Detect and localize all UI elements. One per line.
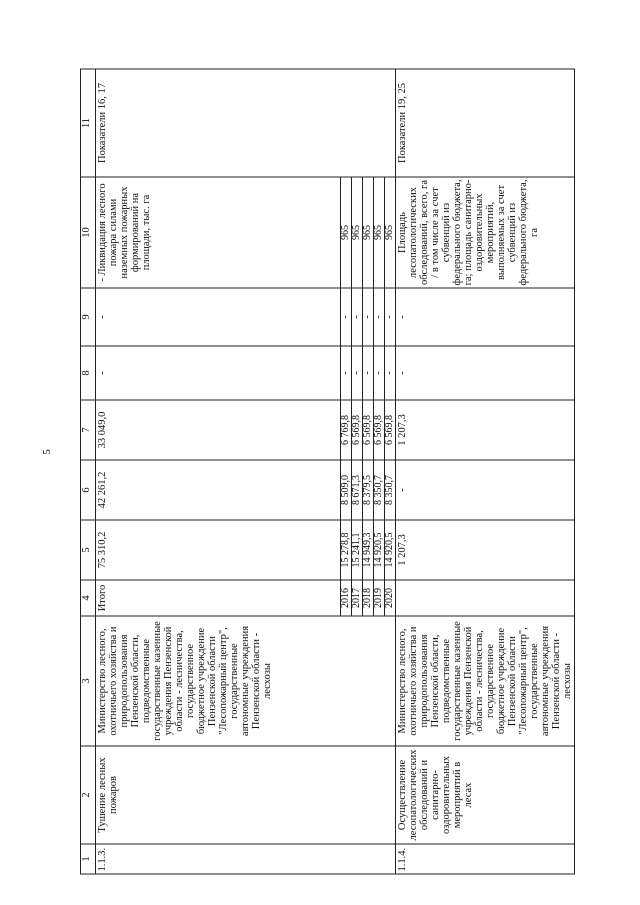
row2-c5: 1 207,3 <box>396 520 575 580</box>
year-c7: 6 569,8 <box>352 400 363 460</box>
total-c7: 33 049,0 <box>96 400 341 460</box>
indicator-ref: Показатели 19, 25 <box>396 69 575 177</box>
year: 2020 <box>385 580 396 616</box>
total-c9: - <box>96 288 341 346</box>
year-c6: 8 509,0 <box>341 460 352 520</box>
year-c5: 15 278,8 <box>341 520 352 580</box>
header-cell: 4 <box>81 580 96 616</box>
year-c6: 8 350,7 <box>374 460 385 520</box>
year-c10: 965 <box>363 177 374 288</box>
row2-c6: - <box>396 460 575 520</box>
year-c8: - <box>363 346 374 400</box>
indicator-ref: Показатели 16, 17 <box>96 69 396 177</box>
total-c5: 75 310,2 <box>96 520 341 580</box>
year: 2016 <box>341 580 352 616</box>
header-cell: 7 <box>81 400 96 460</box>
row2-c8: - <box>396 346 575 400</box>
year: 2017 <box>352 580 363 616</box>
year-c5: 14 920,5 <box>374 520 385 580</box>
header-cell: 3 <box>81 616 96 746</box>
year-c5: 15 241,1 <box>352 520 363 580</box>
header-cell: 9 <box>81 288 96 346</box>
activity-name: Осуществление лесопатологических обследований и санитарно-оздоровительных мероприятий в лесах <box>396 746 575 844</box>
year-c10: 965 <box>374 177 385 288</box>
rotated-page <box>80 70 574 875</box>
year-c9: - <box>352 288 363 346</box>
year-c9: - <box>385 288 396 346</box>
year-c5: 14 949,3 <box>363 520 374 580</box>
program-table <box>80 69 575 875</box>
year-c7: 6 569,8 <box>374 400 385 460</box>
total-label: Итого <box>96 580 341 616</box>
executor: Министерство лесного, охотничьего хозяйства и природопользования Пензенской области, подведомственные государственные казенные учреждения Пензенской области - лесничества, государственное бюджетное учреждение Пензенской области "Лесопожарный центр", государственные автономные учреждения Пензенской области - лесхозы <box>396 616 575 746</box>
year-c9: - <box>341 288 352 346</box>
year-c10: 965 <box>341 177 352 288</box>
header-cell: 8 <box>81 346 96 400</box>
year-c8: - <box>374 346 385 400</box>
year-c9: - <box>374 288 385 346</box>
year-c6: 8 671,3 <box>352 460 363 520</box>
row2-c9: - <box>396 288 575 346</box>
empty-cell <box>396 580 575 616</box>
year-c7: 6 569,8 <box>363 400 374 460</box>
year-c10: 965 <box>352 177 363 288</box>
total-c6: 42 261,2 <box>96 460 341 520</box>
header-cell: 10 <box>81 177 96 288</box>
year-c7: 6 569,8 <box>385 400 396 460</box>
year-c10: 965 <box>385 177 396 288</box>
total-c8: - <box>96 346 341 400</box>
row-number: 1.1.3. <box>96 844 396 874</box>
total-c10: - <box>97 278 108 282</box>
year-c5: 14 920,5 <box>385 520 396 580</box>
year-c6: 8 379,5 <box>363 460 374 520</box>
year-c7: 6 769,8 <box>341 400 352 460</box>
year: 2018 <box>363 580 374 616</box>
table-row <box>396 69 575 874</box>
year-c6: 8 350,7 <box>385 460 396 520</box>
activity-name: Тушение лесных пожаров <box>96 746 396 844</box>
header-cell: 2 <box>81 746 96 844</box>
indicator-text: Площадь лесопатологических обследований, всего, га / в том числе за счет субвенций из федерального бюджета, га; площадь санитарно-оздоровительных мероприятий, выполняемых за счет субвенций из федерального бюджета, га <box>396 177 575 288</box>
row-number: 1.1.4. <box>396 844 575 874</box>
indicator-text: Ликвидация лесного пожара силами наземных пожарных формирований на площади, тыс. га <box>97 183 153 279</box>
year-c8: - <box>385 346 396 400</box>
table-row <box>96 69 341 874</box>
year: 2019 <box>374 580 385 616</box>
executor: Министерство лесного, охотничьего хозяйства и природопользования Пензенской области, подведомственные государственные казенные учреждения Пензенской области - лесничества, государственное бюджетное учреждение Пензенской области "Лесопожарный центр", государственные автономные учреждения Пензенской области - лесхозы <box>96 616 396 746</box>
page-number: 5 <box>41 449 53 455</box>
year-c8: - <box>352 346 363 400</box>
header-row <box>81 69 96 874</box>
row2-c7: 1 207,3 <box>396 400 575 460</box>
header-cell: 1 <box>81 844 96 874</box>
header-cell: 11 <box>81 69 96 177</box>
year-c9: - <box>363 288 374 346</box>
year-c8: - <box>341 346 352 400</box>
indicator-cell <box>96 177 341 288</box>
header-cell: 5 <box>81 520 96 580</box>
header-cell: 6 <box>81 460 96 520</box>
